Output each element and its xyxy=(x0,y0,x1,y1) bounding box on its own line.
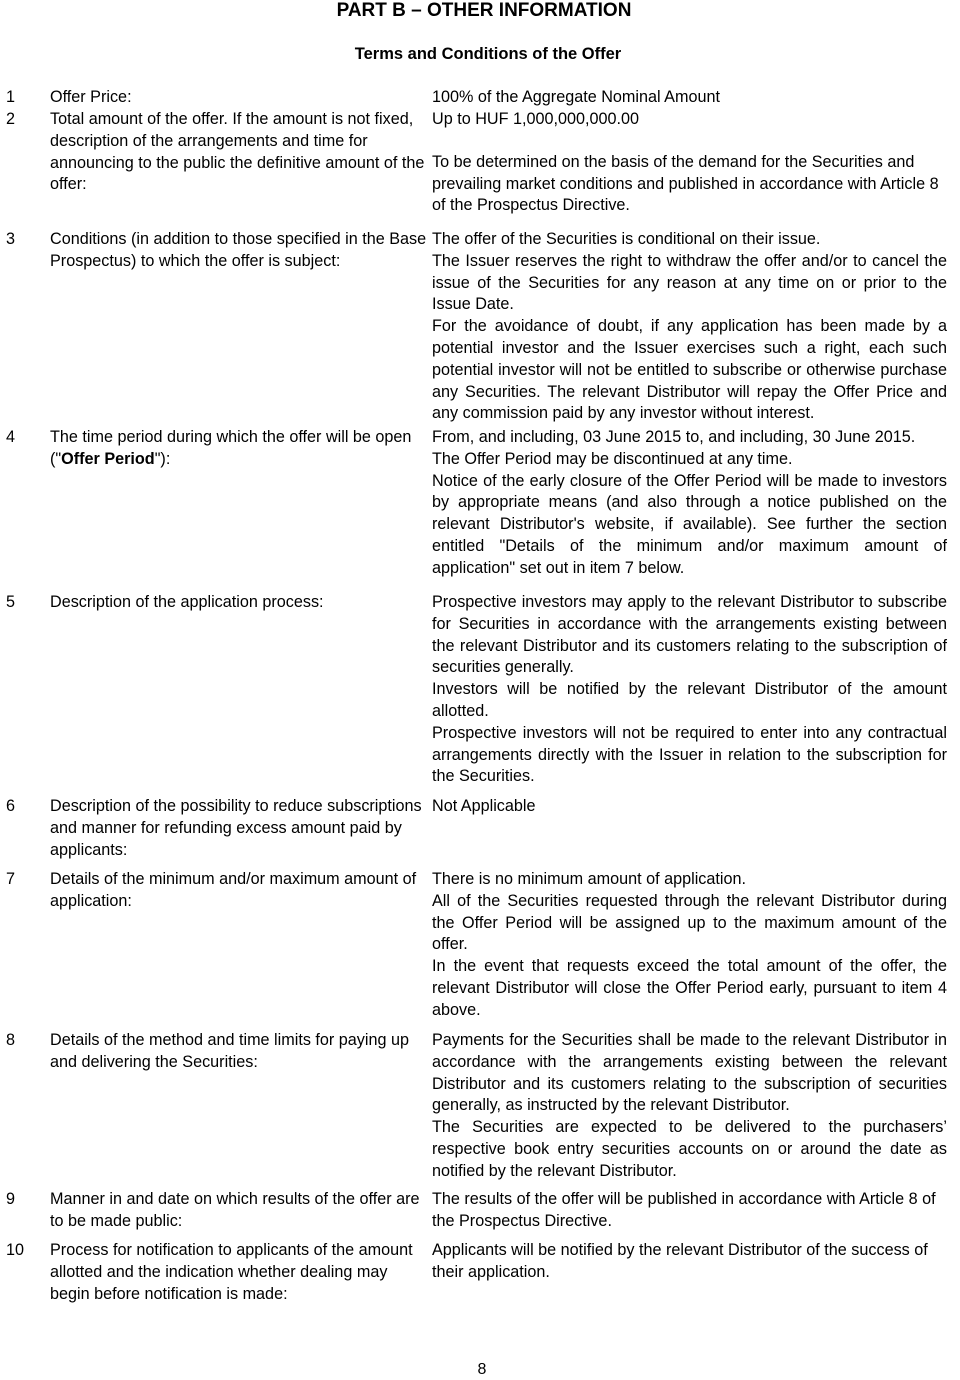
item-value xyxy=(432,1240,947,1310)
value-paragraph: Prospective investors will not be required to enter into any contractual arrangements directly with the Issuer in relation to the subscription for the Securities. xyxy=(432,723,947,786)
item-number: 4 xyxy=(6,428,16,446)
term-item-10 xyxy=(0,1240,960,1310)
page-title: PART B – OTHER INFORMATION xyxy=(336,0,632,21)
item-label: Details of the minimum and/or maximum amount of application: xyxy=(50,870,417,910)
value-paragraph: To be determined on the basis of the demand for the Securities and prevailing market conditions and published in accordance with Article 8 of the Prospectus Directive. xyxy=(432,152,939,215)
item-label: Process for notification to applicants of the amount allotted and the indication whether dealing may begin before notification is made: xyxy=(50,1241,413,1303)
item-label: Offer Price: xyxy=(50,88,132,106)
item-value xyxy=(432,592,947,796)
term-item-7 xyxy=(0,869,960,1030)
term-item-2 xyxy=(0,109,960,229)
term-item-4 xyxy=(0,427,960,592)
value-paragraph: The Issuer reserves the right to withdraw the offer and/or to cancel the issue of the Securities for any reason at any time on or prior to the Issue Date. xyxy=(432,251,947,314)
value-paragraph: The Securities are expected to be delivered to the purchasers’ respective book entry securities accounts on or around the date as notified by the relevant Distributor. xyxy=(432,1118,947,1180)
item-number: 2 xyxy=(6,110,16,128)
value-paragraph: Applicants will be notified by the relevant Distributor of the success of their application. xyxy=(432,1241,928,1281)
value-paragraph: For the avoidance of doubt, if any application has been made by a potential investor and the Issuer exercises such a right, each such potential investor will not be entitled to subscribe or otherwise purchase any Securities. The relevant Distributor will repay the Offer Price and any commission paid by any investor without interest. xyxy=(432,317,947,423)
value-paragraph: Not Applicable xyxy=(432,797,536,815)
term-item-3 xyxy=(0,229,960,427)
label-text: "): xyxy=(154,449,171,468)
item-value xyxy=(432,427,947,592)
item-number: 5 xyxy=(6,593,16,611)
value-paragraph: Notice of the early closure of the Offer Period will be made to investors by appropriate means (and also through a notice published on the relevant Distributor's website, if available). See further the section entitled "Details of the minimum and/or maximum amount of application" set out in item 7 below. xyxy=(432,471,947,577)
value-paragraph: From, and including, 03 June 2015 to, and including, 30 June 2015. xyxy=(432,428,916,446)
value-paragraph: Payments for the Securities shall be made to the relevant Distributor in accordance with the arrangements existing between the relevant Distributor and its customers relating to the subscription of securities generally, as instructed by the relevant Distributor. xyxy=(432,1031,947,1115)
item-label: Description of the application process: xyxy=(50,593,324,611)
item-label: Total amount of the offer. If the amount is not fixed, description of the arrangements and time for announcing to the public the definitive amount of the offer: xyxy=(50,110,425,194)
item-value xyxy=(432,1189,947,1240)
item-number: 7 xyxy=(6,870,16,888)
item-label: Details of the method and time limits for paying up and delivering the Securities: xyxy=(50,1031,410,1071)
value-paragraph: The Offer Period may be discontinued at any time. xyxy=(432,449,793,468)
value-paragraph: The offer of the Securities is conditional on their issue. xyxy=(432,230,821,248)
term-item-1 xyxy=(0,87,960,109)
item-number: 8 xyxy=(6,1031,16,1049)
item-label: Description of the possibility to reduce subscriptions and manner for refunding excess amount paid by applicants: xyxy=(50,797,422,859)
item-value xyxy=(432,869,947,1030)
item-value xyxy=(432,109,947,229)
term-item-9 xyxy=(0,1189,960,1240)
value-paragraph: Investors will be notified by the relevant Distributor of the amount allotted. xyxy=(432,680,947,720)
item-number: 1 xyxy=(6,88,16,106)
item-number: 10 xyxy=(6,1241,25,1259)
value-paragraph: In the event that requests exceed the total amount of the offer, the relevant Distributor will close the Offer Period early, pursuant to item 4 above. xyxy=(432,957,947,1019)
section-title: Terms and Conditions of the Offer xyxy=(354,45,622,63)
terms-list xyxy=(0,87,960,1310)
item-value xyxy=(432,229,947,427)
item-label xyxy=(50,427,430,592)
term-item-5 xyxy=(0,592,960,796)
item-number: 3 xyxy=(6,230,16,248)
page-number: 8 xyxy=(477,1361,487,1378)
value-paragraph: There is no minimum amount of application. xyxy=(432,870,747,888)
item-value xyxy=(432,1030,947,1189)
value-paragraph: Up to HUF 1,000,000,000.00 xyxy=(432,110,639,128)
item-label: Manner in and date on which results of the offer are to be made public: xyxy=(50,1190,420,1230)
item-number: 6 xyxy=(6,797,16,815)
label-text: The time period during which the offer will be open (" xyxy=(50,428,412,468)
item-label: Conditions (in addition to those specified in the Base Prospectus) to which the offer is subject: xyxy=(50,230,427,270)
value-paragraph: Prospective investors may apply to the relevant Distributor to subscribe for Securities in accordance with the arrangements existing between the relevant Distributor and its customers relating to the subscription of securities generally. xyxy=(432,593,947,677)
term-item-8 xyxy=(0,1030,960,1189)
offer-period-term: Offer Period xyxy=(61,449,155,468)
term-item-6 xyxy=(0,796,960,869)
value-paragraph: All of the Securities requested through the relevant Distributor during the Offer Period will be assigned up to the maximum amount of the offer. xyxy=(432,891,947,954)
item-number: 9 xyxy=(6,1190,16,1208)
value-paragraph: 100% of the Aggregate Nominal Amount xyxy=(432,88,720,106)
item-value xyxy=(432,87,947,109)
item-value xyxy=(432,796,947,869)
value-paragraph: The results of the offer will be published in accordance with Article 8 of the Prospectus Directive. xyxy=(432,1190,936,1230)
